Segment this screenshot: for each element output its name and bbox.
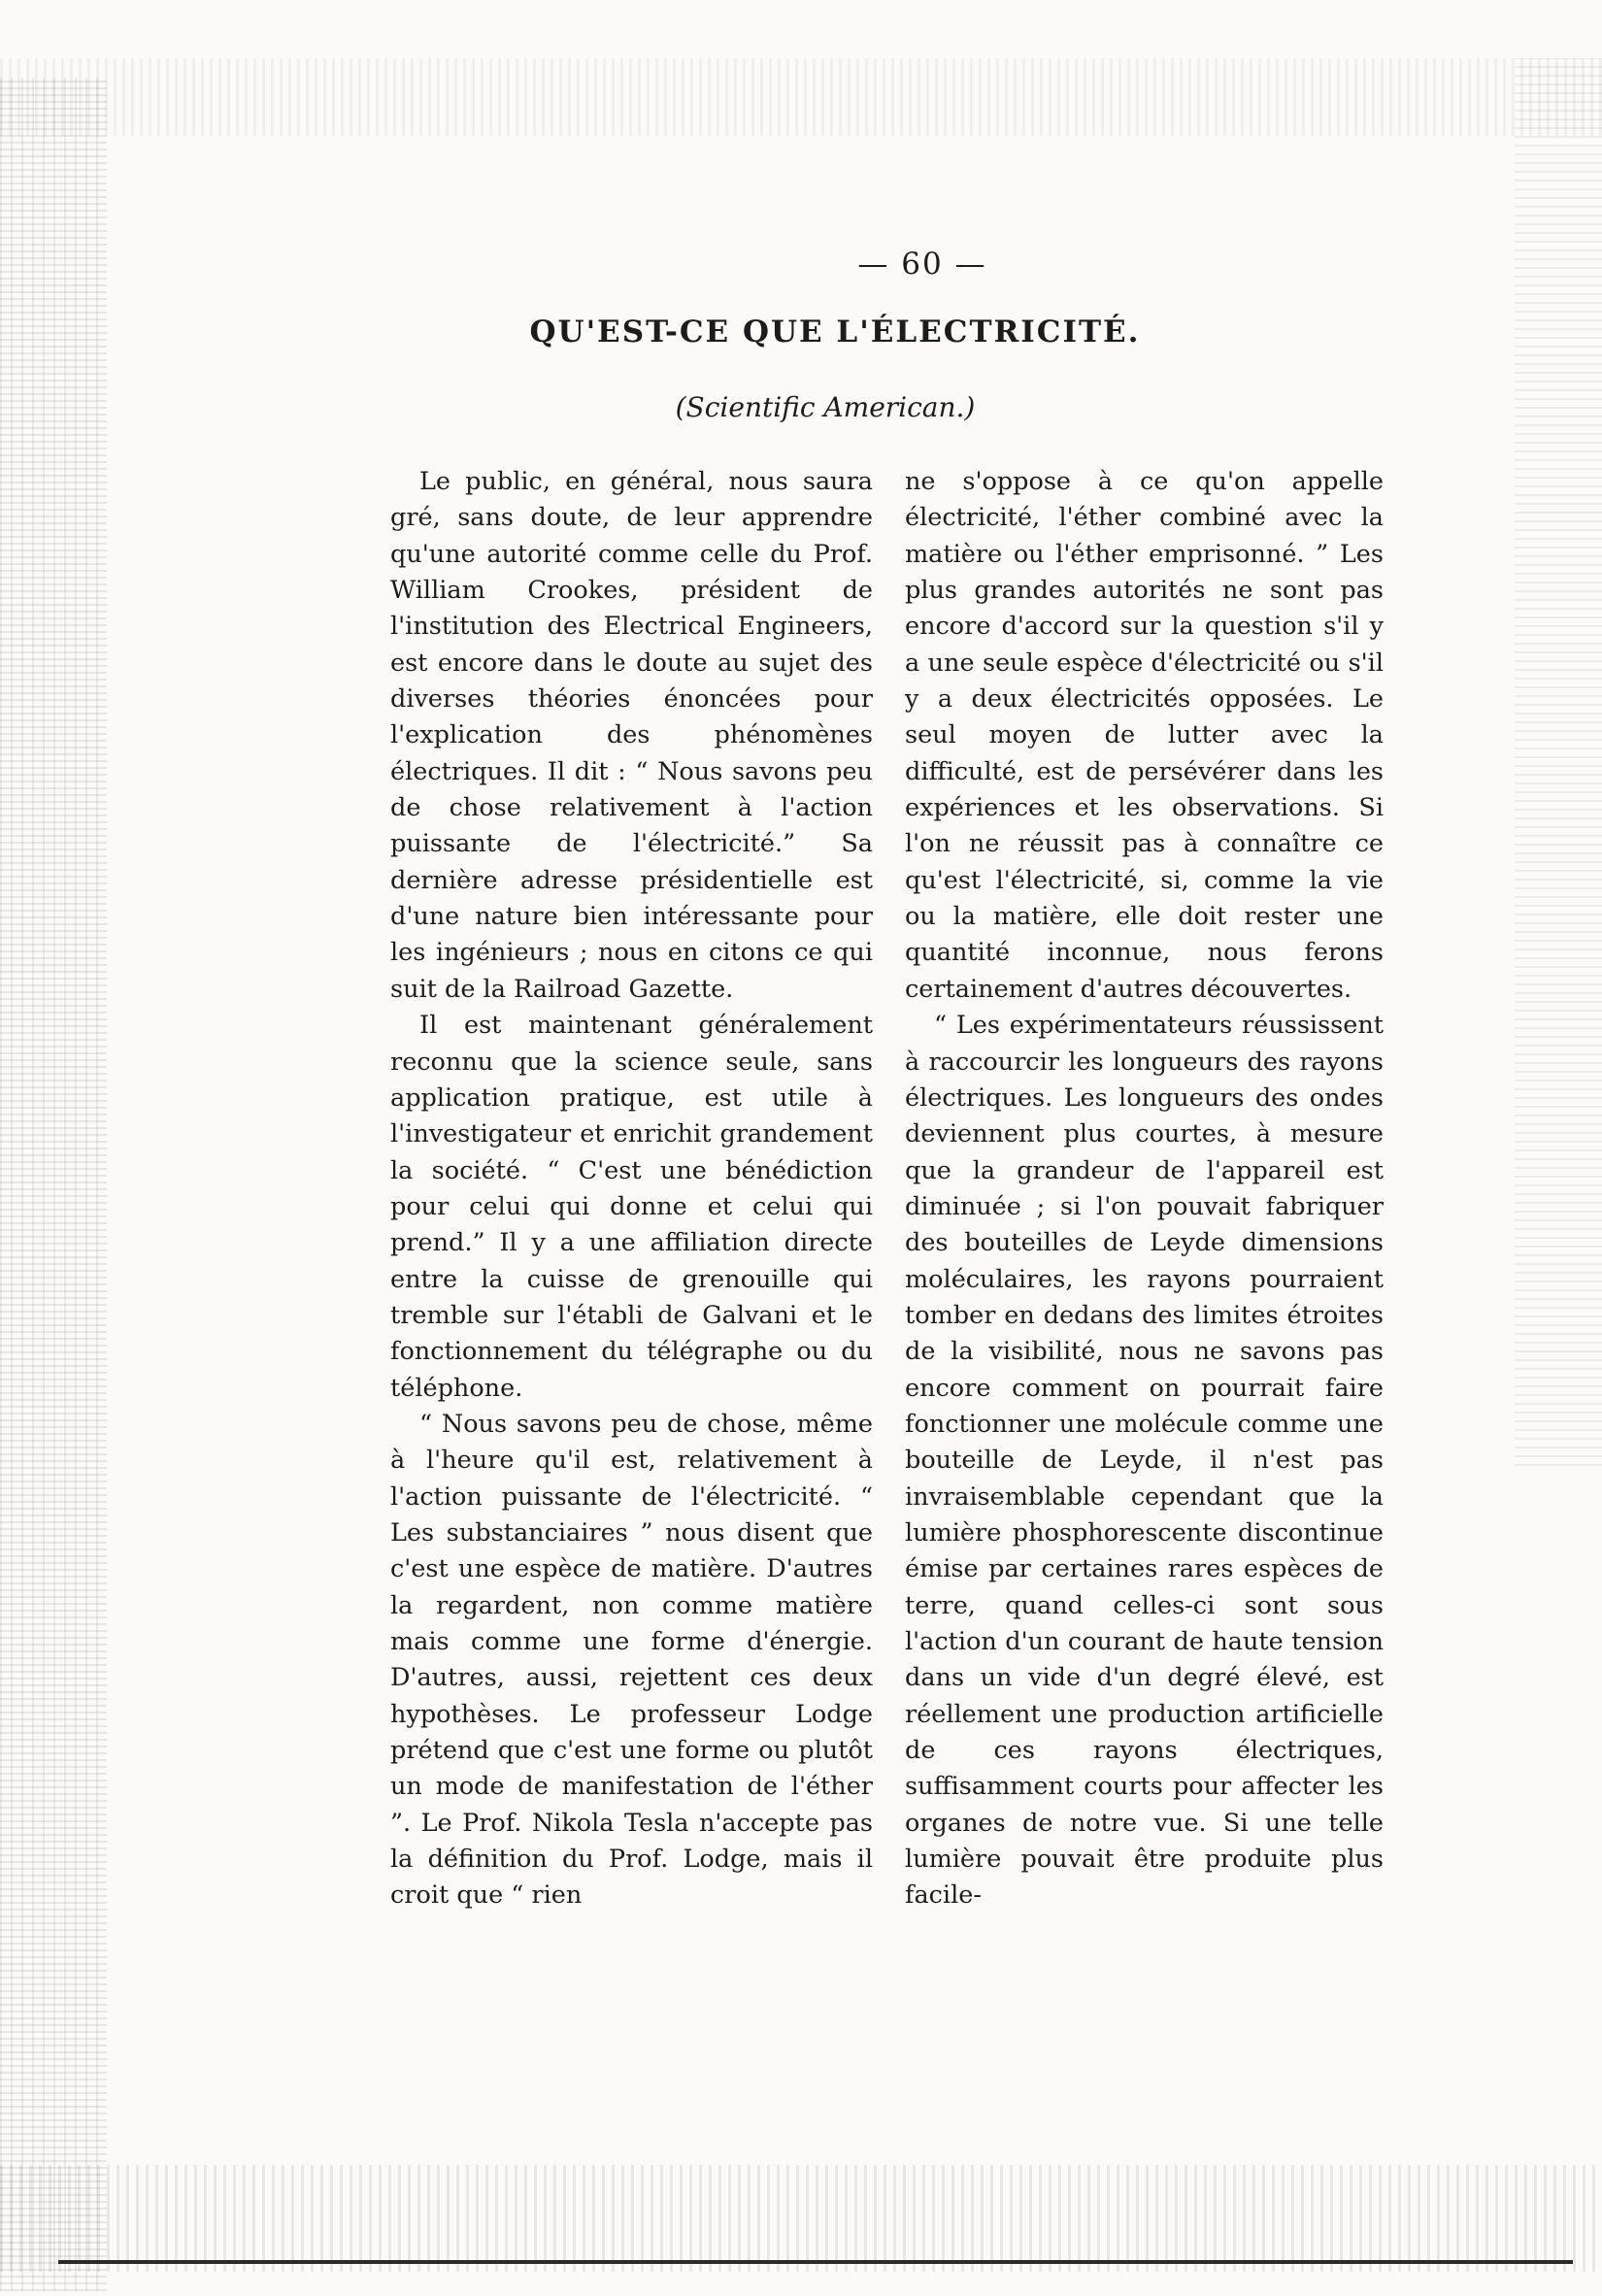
right-column	[905, 464, 1384, 1940]
page-number: — 60 —	[857, 247, 987, 282]
paragraph: “ Les expérimentateurs réussissent à raccourcir les longueurs des rayons électriques. Les longueurs des ondes deviennent plus courtes, à mesure que la grandeur de l'appareil est diminuée ; si l'on pouvait fabriquer des bouteilles de Leyde dimensions moléculaires, les rayons pourraient tomber en dedans des limites étroites de la visibilité, nous ne savons pas encore comment on pourrait faire fonctionner une molécule comme une bouteille de Leyde, il n'est pas invraisemblable cependant que la lumière phosphorescente discontinue émise par certaines rares espèces de terre, quand celles-ci sont sous l'action d'un courant de haute tension dans un vide d'un degré élevé, est réellement une production artificielle de ces rayons électriques, suffisamment courts pour affecter les organes de notre vue. Si une telle lumière pouvait être produite plus facile-	[905, 1011, 1384, 1911]
paragraph: Le public, en général, nous saura gré, sans doute, de leur apprendre qu'une autorité comme celle du Prof. William Crookes, président de l'institution des Electrical Engineers, est encore dans le doute au sujet des diverses théories énoncées pour l'explication des phénomènes électriques. Il dit : “ Nous savons peu de chose relativement à l'action puissante de l'électricité.” Sa dernière adresse présidentielle est d'une nature bien intéressante pour les ingénieurs ; nous en citons ce qui suit de la Railroad Gazette.	[390, 467, 873, 1004]
paragraph-continued: ne s'oppose à ce qu'on appelle électricité, l'éther combiné avec la matière ou l'éther emprisonné. ” Les plus grandes autorités ne sont pas encore d'accord sur la question s'il y a une seule espèce d'électricité ou s'il y a deux électricités opposées. Le seul moyen de lutter avec la difficulté, est de persévérer dans les expériences et les observations. Si l'on ne réussit pas à connaître ce qu'est l'électricité, si, comme la vie ou la matière, elle doit rester une quantité inconnue, nous ferons certainement d'autres découvertes.	[905, 467, 1384, 1004]
scan-noise-left	[0, 78, 107, 2291]
article-title: QU'EST-CE QUE L'ÉLECTRICITÉ.	[529, 315, 1141, 349]
scan-noise-top	[0, 58, 1602, 136]
paragraph: Il est maintenant généralement reconnu que la science seule, sans application pratique, est utile à l'investigateur et enrichit grandement la société. “ C'est une bénédiction pour celui qui donne et celui qui prend.” Il y a une affiliation directe entre la cuisse de grenouille qui tremble sur l'établi de Galvani et le fonctionnement du télégraphe ou du téléphone.	[390, 1011, 873, 1403]
left-column	[390, 464, 873, 1940]
scan-noise-bottom	[0, 2165, 1602, 2272]
article-source: (Scientific American.)	[675, 391, 976, 423]
paragraph: “ Nous savons peu de chose, même à l'heure qu'il est, relativement à l'action puissante de l'électricité. “ Les substanciaires ” nous disent que c'est une espèce de matière. D'autres la regardent, non comme matière mais comme une forme d'énergie. D'autres, aussi, rejettent ces deux hypothèses. Le professeur Lodge prétend que c'est une forme ou plutôt un mode de manifestation de l'éther ”. Le Prof. Nikola Tesla n'accepte pas la définition du Prof. Lodge, mais il croit que “ rien	[390, 1409, 873, 1911]
scan-noise-right	[1515, 58, 1602, 1466]
page-bottom-rule	[58, 2260, 1573, 2264]
